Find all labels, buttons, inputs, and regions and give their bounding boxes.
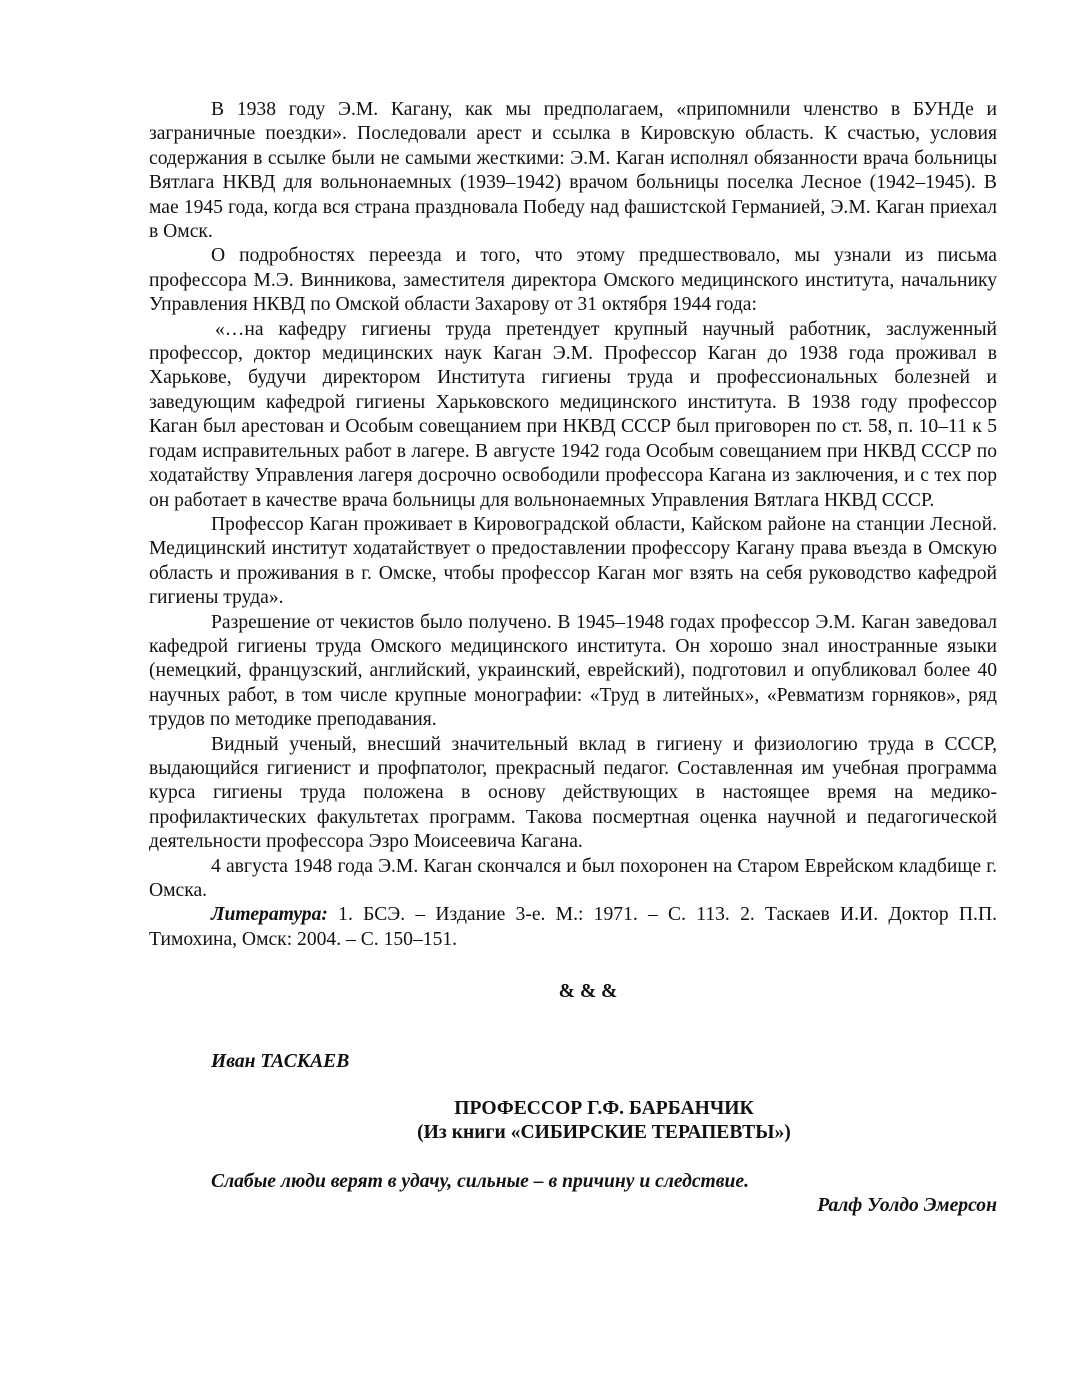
paragraph-letter-quote: «…на кафедру гигиены труда претендует крупный научный работник, заслуженный профессор, доктор медицинских наук Каган Э.М. Профессор Каган до 1938 года проживал в Харькове, будучи директором Института гигиены труда и профессиональных болезней и заведующим кафедрой гигиены Харьковского медицинского института. В 1938 году профессор Каган был арестован и Особым совещанием при НКВД СССР был приговорен по ст. 58, п. 10–11 к 5 годам исправительных работ в лагере. В августе 1942 года Особым совещанием при НКВД СССР по ходатайству Управления лагеря досрочно освободили профессора Кагана из заключения, и с тех пор он работает в качестве врача больницы для вольнонаемных Управления Вятлага НКВД СССР. [149,318,997,511]
epigraph-author: Ралф Уолдо Эмерсон [817,1195,997,1217]
literature-text: 1. БСЭ. – Издание 3-е. М.: 1971. – С. 113. 2. Таскаев И.И. Доктор П.П. Тимохина, Омск: 2004. – С. 150–151. [149,904,997,950]
paragraph-omsk-work: Разрешение от чекистов было получено. В 1945–1948 годах профессор Э.М. Каган заведовал кафедрой гигиены труда Омского медицинского института. Он хорошо знал иностранные языки (немецкий, французский, английский, украинский, еврейский), подготовил и опубликовал более 40 научных работ, в том числе крупные монографии: «Труд в литейных», «Ревматизм горняков», ряд трудов по методике преподавания. [149,611,997,731]
literature-paragraph [149,903,997,952]
paragraph-letter-intro: О подробностях переезда и того, что этому предшествовало, мы узнали из письма профессора М.Э. Винникова, заместителя директора Омского медицинского института, начальнику Управления НКВД по Омской области Захарову от 31 октября 1944 года: [149,245,997,316]
document-page [149,98,997,1219]
paragraph-petition: Профессор Каган проживает в Кировоградской области, Кайском районе на станции Лесной. Медицинский институт ходатайствует о предоставлении профессору Кагану права въезда в Омскую область и проживания в г. Омске, чтобы профессор Каган мог взять на себя руководство кафедрой гигиены труда». [149,513,997,609]
paragraph-assessment: Видный ученый, внесший значительный вклад в гигиену и физиологию труда в СССР, выдающийся гигиенист и профпатолог, прекрасный педагог. Составленная им учебная программа курса гигиены труда положена в основу действующих в настоящее время на медико-профилактических факультетах программ. Такова посмертная оценка научной и педагогической деятельности профессора Эзро Моисеевича Кагана. [149,733,997,853]
section-separator: & & & [558,981,618,1003]
article-title: ПРОФЕССОР Г.Ф. БАРБАНЧИК [454,1098,754,1120]
epigraph-text: Слабые люди верят в удачу, сильные – в причину и следствие. [211,1170,750,1192]
literature-label: Литература: [211,904,328,926]
paragraph-arrest: В 1938 году Э.М. Кагану, как мы предполагаем, «припомнили членство в БУНДе и заграничные поездки». Последовали арест и ссылка в Кировскую область. К счастью, условия содержания в ссылке были не самыми жесткими: Э.М. Каган исполнял обязанности врача больницы Вятлага НКВД для вольнонаемных (1939–1942) врачом больницы поселка Лесное (1942–1945). В мае 1945 года, когда вся страна праздновала Победу над фашистской Германией, Э.М. Каган приехал в Омск. [149,99,997,243]
paragraph-death: 4 августа 1948 года Э.М. Каган скончался и был похоронен на Старом Еврейском кладбище г. Омска. [149,855,997,901]
article-title-block [149,1097,997,1146]
article-author: Иван ТАСКАЕВ [211,1050,350,1072]
article-subtitle: (Из книги «СИБИРСКИЕ ТЕРАПЕВТЫ») [417,1122,791,1144]
